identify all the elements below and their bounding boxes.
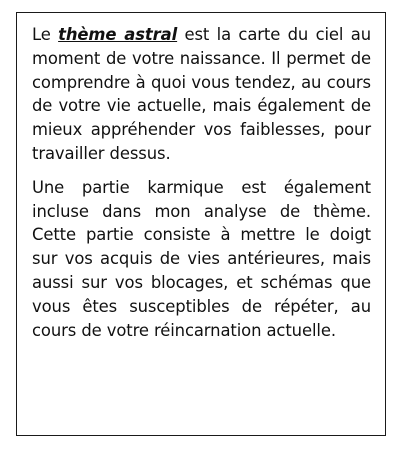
paragraph-theme-astral [32, 23, 371, 166]
text-box [16, 12, 386, 436]
paragraph-prefix: Le [32, 25, 59, 44]
keyword-theme-astral: thème astral [58, 25, 178, 44]
paragraph-rest: est la carte du ciel au moment de votre naissance. Il permet de comprendre à quoi vous tendez, au cours de votre vie actuelle, mais également de mieux appréhender vos faiblesses, pour travailler dessus. [32, 25, 371, 163]
paragraph-karmique: Une partie karmique est également incluse dans mon analyse de thème. Cette partie consiste à mettre le doigt sur vos acquis de vies antérieures, mais aussi sur vos blocages, et schémas que vous êtes susceptibles de répéter, au cours de votre réincarnation actuelle. [32, 177, 371, 340]
